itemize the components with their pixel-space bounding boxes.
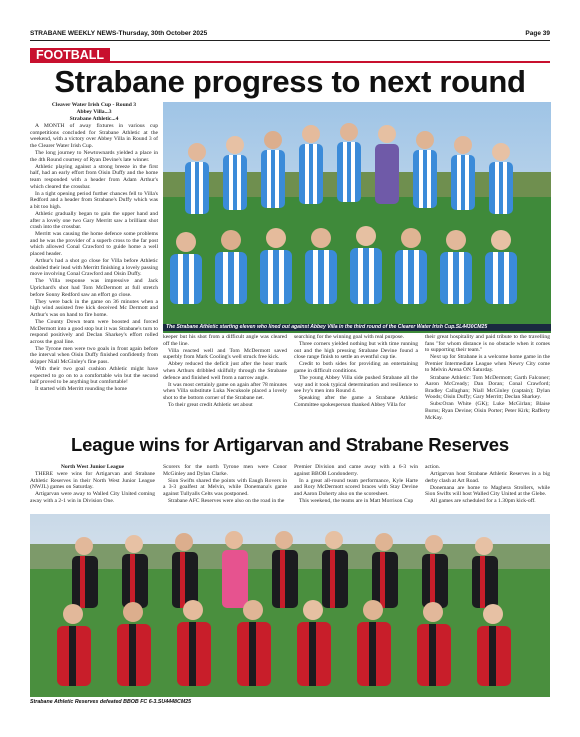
paragraph: searching for the winning goal with real purpose. — [294, 334, 404, 340]
story2-headline: League wins for Artigarvan and Strabane Reserves — [71, 434, 509, 455]
paragraph: Premier Division and came away with a 6-3 win against BBOB Londonderry. — [294, 464, 418, 477]
paragraph: Athletic gradually began to gain the upper hand and after a lovely one two Gary Merritt saw a brilliant shot crash into the crossbar. — [30, 211, 158, 231]
paragraph: Villa reacted well and Tom McDermott saved superbly from Mark Cooling's well struck free kick. — [163, 347, 287, 361]
paragraph: Artigarvan were away to Walled City United coming away with a 2-1 win in Division One. — [30, 491, 155, 504]
story1-kicker-line: Strabane Athletic...4 — [69, 116, 119, 123]
paragraph: This weekend, the teams are in Matt Morrison Cup — [299, 497, 414, 504]
section-label: FOOTBALL — [30, 48, 110, 63]
paragraph: Donemana are home to Maghera Strollers, while Sion Swifts will host Walled City United at the Glebe. — [425, 484, 550, 498]
story2-column-2 — [163, 464, 287, 512]
story1-kicker-line: Cleaver Water Irish Cup - Round 3 — [51, 102, 137, 108]
story1-team-photo — [163, 102, 551, 333]
paragraph: THERE were wins for Artigarvan and Strabane Athletic Reserves in their North West Junior League (NWJL) games on Saturday. — [30, 471, 155, 491]
paragraph: A MONTH of away fixtures in various cup competitions concluded for Strabane Athletic at the weekend, with a victory over Abbey Villa in Round 3 of the Clearer Water Irish Cup. — [30, 123, 158, 150]
paragraph: To their great credit Athletic set about — [168, 401, 253, 408]
story2-column-4 — [425, 464, 550, 512]
paragraph: Three corners yielded nothing but with time running out and the high pressing Strabane Devine found a close range finish to settle an eventful cup tie. — [294, 341, 418, 361]
paragraph: Sion Swifts shared the points with Eaugh Rovers in a 3-3 goalfest at Melvin, while Donemana's game against Tullyalls Celts was postponed. — [163, 477, 287, 497]
story1-column-3 — [294, 334, 418, 432]
paragraph: Speaking after the game a Strabane Athletic Committee spokesperson thanked Abbey Villa for — [294, 395, 418, 408]
paper-dateline: STRABANE WEEKLY NEWS-Thursday, 30th October 2025 — [30, 29, 208, 37]
story2-kicker: North West Junior League — [60, 464, 125, 470]
story1-kicker-line: Abbey Villa...3 — [76, 109, 112, 116]
page-header — [30, 28, 550, 38]
story2-column-3 — [294, 464, 418, 512]
paragraph: The young Abbey Villa side pushed Strabane all the way and it took typical determination and resilience to see Ivy's men into Round 4. — [294, 375, 418, 395]
paragraph: It was most certainly game on again after 78 minutes when Villa substitute Luka Necuksole placed a lovely shot to the bottom corner of the Strabane net. — [163, 381, 287, 401]
paragraph: Strabane AFC Reserves were also on the road in the — [168, 497, 285, 504]
paragraph: Abbey reduced the deficit just after the hour mark when Arthurs dribbled skilfully through the Strabane defence and finished well from a narrow angle. — [163, 361, 287, 381]
paragraph: With their two goal cushion Athletic might have expected to go on to a comfortable win but the second half proved to be anything but comfortable! — [30, 366, 158, 386]
team-photo-illustration — [163, 102, 551, 333]
paragraph: The Tyrone men were two goals in front again before the interval when Oisin Duffy finished confidently from skipper Niall McGinley's fine pass. — [30, 345, 158, 366]
story1-column-1 — [30, 102, 158, 432]
paragraph: They were back in the game on 36 minutes when a high wind assisted free kick deceived Mc Dermott and Arthur's was on hand to fire home. — [30, 298, 158, 318]
paragraph: Strabane Athletic: Tom McDermott; Garth Falconer; Aaron McCready; Dan Doran; Conal Crawford; Bradley Callaghan; Niall McGinley (captain); Dylan Woods; Oisin Duffy; Gary Merritt; Declan Sharkey. — [425, 374, 550, 401]
paragraph: keeper but his shot from a difficult angle was cleared off the line. — [163, 334, 287, 347]
paragraph: Merritt was causing the home defence some problems and he was the provider of a superb cross to the far post which allowed Conal Crawford to guide home a well placed header. — [30, 231, 158, 258]
paragraph: their great hospitality and paid tribute to the travelling fans "for whom distance is no obstacle when it comes to supporting their team." — [425, 334, 550, 354]
paragraph: The Villa response was impressive and Jack Uprichard's shot had Tom McDermott at full stretch before Sonny Redford saw an effort go close. — [30, 278, 158, 298]
story2-column-1 — [30, 464, 155, 512]
section-tag — [30, 46, 550, 63]
paragraph: Scorers for the north Tyrone men were Conor McGinley and Dylan Clarke. — [163, 464, 287, 477]
paragraph: Arthur's had a shot go close for Villa before Athletic doubled their lead with Merritt finishing a lovely passing move involving Conal Crawford and Oisin Duffy. — [30, 258, 158, 278]
story1-column-4 — [425, 334, 550, 432]
header-rule — [30, 40, 550, 41]
paragraph: All games are scheduled for a 1.30pm kick-off. — [430, 498, 536, 505]
page-number: Page 39 — [525, 29, 550, 37]
paragraph: Credit to both sides for providing an entertaining game in difficult conditions. — [294, 361, 418, 374]
reserves-photo-illustration — [30, 514, 550, 697]
paragraph: It started with Merritt rounding the home — [35, 386, 127, 393]
story2-photo-caption: Strabane Athletic Reserves defeated BBOB FC 6-3.SU4448CM25 — [30, 699, 192, 705]
story1-photo-caption: The Strabane Athletic starting eleven who lined out against Abbey Villa in the third round of the Clearer Water Irish Cup.SL4430CM25 — [163, 324, 551, 331]
paragraph: Subs:Oran White (GK); Luke McGirlan; Blaise Burns; Ryan Devine; Oisin Porter; Peter Kirk; Rafferty McKay. — [425, 401, 550, 421]
paragraph: Next up for Strabane is a welcome home game in the Premier Intermediate League when Newry City come to Melvin Arena ON Saturday. — [425, 354, 550, 374]
story1-headline: Strabane progress to next round — [54, 64, 526, 99]
paragraph: Artigarvan host Strabane Athletic Reserves in a big derby clash at Art Road. — [425, 471, 550, 484]
paragraph: In a great all-round team performance, Kyle Harte and Rory McDermott scored braces with Stay Devine and Aaron Doherty also on the scoresheet. — [294, 477, 418, 497]
paragraph: The long journey to Newtownards yielded a place in the 4th Round courtesy of Ryan Devine's late winner. — [30, 150, 158, 163]
paragraph: action. — [425, 464, 441, 470]
story2-team-photo — [30, 514, 550, 697]
paragraph: Athletic playing against a strong breeze in the first half, had an early effort from Oisin Duffy and the home team responded with a header from Adam Arthur's which cleared the crossbar. — [30, 163, 158, 190]
paragraph: The County Down team were boosted and forced McDermott into a good stop but it was Strabane's turn to respond positively and Declan Sharkey's effort rolled across the goal line. — [30, 319, 158, 345]
story1-column-2 — [163, 334, 287, 432]
paragraph: In a tight opening period further chances fell to Villa's Redford and a header from Strabane's Duffy which was a bit too high. — [30, 190, 158, 210]
